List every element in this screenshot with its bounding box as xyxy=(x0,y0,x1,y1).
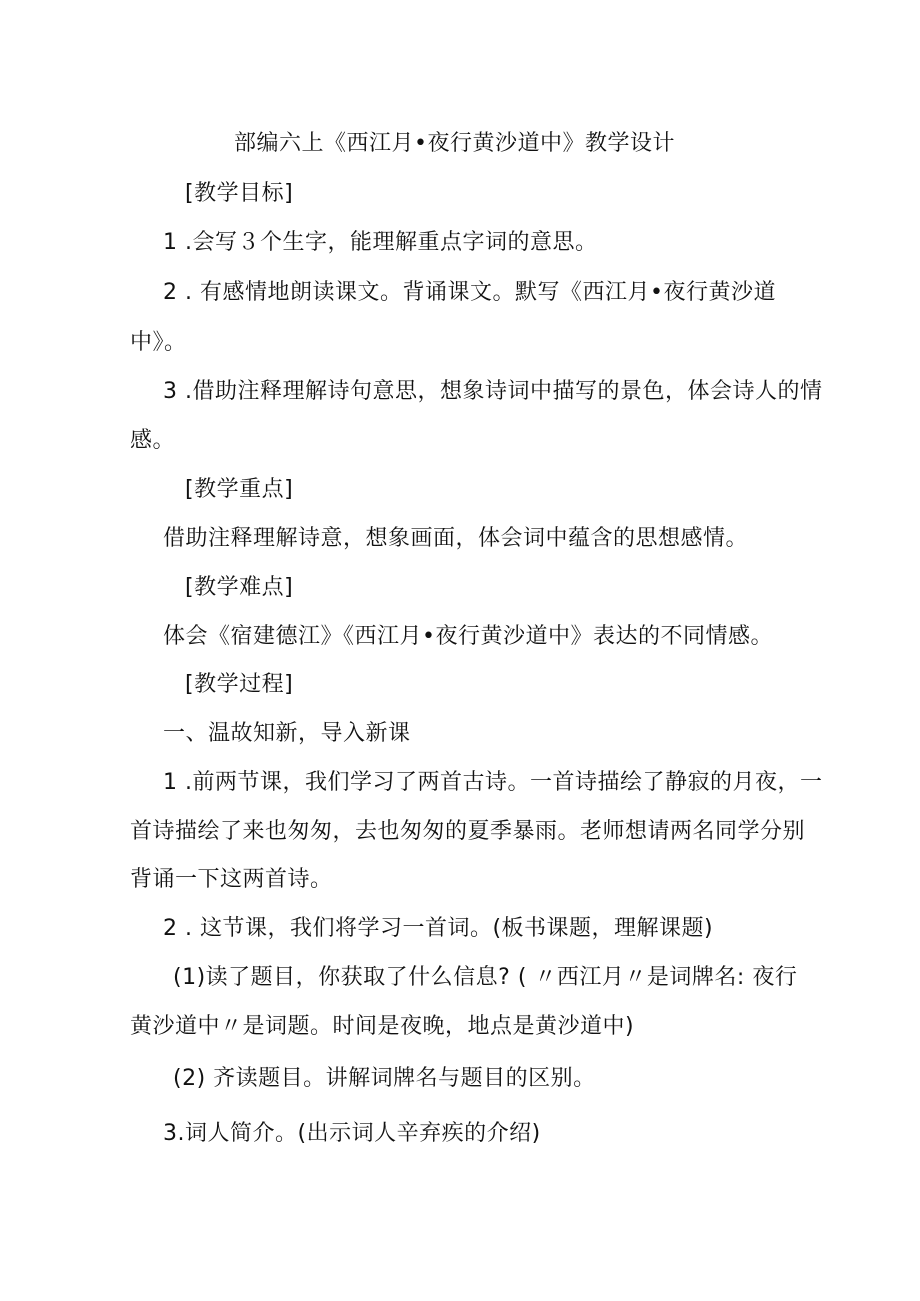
objectives-heading: [教学目标] xyxy=(185,181,294,206)
process-paragraph-2-sub-1-line-1: (1)读了题目，你获取了什么信息? ( 〃西江月〃是词牌名: 夜行 xyxy=(173,965,798,990)
process-paragraph-1-line-2: 首诗描绘了来也匆匆，去也匆匆的夏季暴雨。老师想请两名同学分别 xyxy=(130,819,806,844)
process-paragraph-2-sub-1-line-2: 黄沙道中〃是词题。时间是夜晚，地点是黄沙道中) xyxy=(130,1014,635,1039)
process-heading: [教学过程] xyxy=(185,672,294,697)
process-paragraph-2-sub-2: (2) 齐读题目。讲解词牌名与题目的区别。 xyxy=(173,1066,596,1091)
process-paragraph-1-line-3: 背诵一下这两首诗。 xyxy=(130,867,333,892)
document-title: 部编六上《西江月•夜行黄沙道中》教学设计 xyxy=(234,131,675,156)
objective-item-2-line-2: 中》。 xyxy=(130,330,187,355)
difficulties-heading: [教学难点] xyxy=(185,575,294,600)
process-paragraph-1-line-1: 1 .前两节课，我们学习了两首古诗。一首诗描绘了静寂的月夜，一 xyxy=(163,770,823,795)
key-points-text: 借助注释理解诗意，想象画面，体会词中蕴含的思想感情。 xyxy=(163,526,749,551)
objective-item-3-line-1: 3 .借助注释理解诗句意思，想象诗词中描写的景色，体会诗人的情 xyxy=(163,379,823,404)
objective-item-2-line-1: 2 . 有感情地朗读课文。背诵课文。默写《西江月•夜行黄沙道 xyxy=(163,280,776,305)
process-section-1: 一、温故知新，导入新课 xyxy=(163,721,411,746)
key-points-heading: [教学重点] xyxy=(185,477,294,502)
process-paragraph-2: 2 . 这节课，我们将学习一首词。(板书课题，理解课题) xyxy=(163,916,714,941)
objective-item-3-line-2: 感。 xyxy=(130,428,176,453)
process-paragraph-3: 3.词人简介。(出示词人辛弃疾的介绍) xyxy=(163,1121,541,1146)
objective-item-1: 1 .会写３个生字，能理解重点字词的意思。 xyxy=(163,230,598,255)
difficulties-text: 体会《宿建德江》《西江月•夜行黄沙道中》表达的不同情感。 xyxy=(163,624,773,649)
